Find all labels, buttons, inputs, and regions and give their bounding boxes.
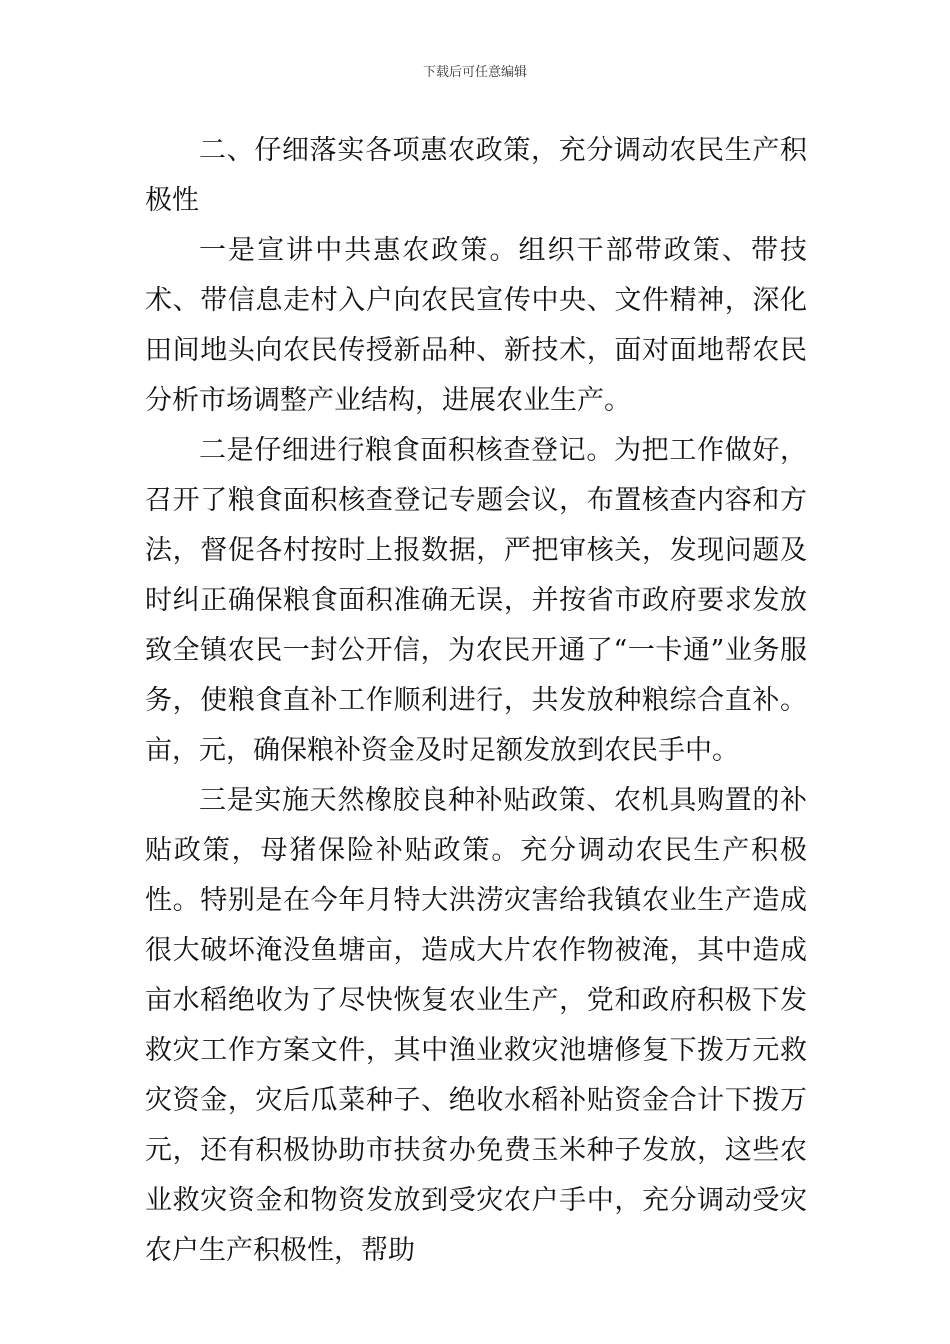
section-heading: 二、仔细落实各项惠农政策，充分调动农民生产积极性 (145, 135, 807, 216)
page-header-note: 下载后可任意编辑 (422, 65, 527, 80)
paragraph-2: 二是仔细进行粮食面积核查登记。为把工作做好，召开了粮食面积核查登记专题会议，布置核查内容和方法，督促各村按时上报数据，严把审核关，发现问题及时纠正确保粮食面积准确无误，并按省市政府要求发放致全镇农民一封公开信，为农民开通了“一卡通”业务服务，使粮食直补工作顺利进行，共发放种粮综合直补。亩，元，确保粮补资金及时足额发放到农民手中。 (145, 435, 807, 766)
document-body (145, 126, 807, 1276)
paragraph-3: 三是实施天然橡胶良种补贴政策、农机具购置的补贴政策，母猪保险补贴政策。充分调动农民生产积极性。特别是在今年月特大洪涝灾害给我镇农业生产造成很大破坏淹没鱼塘亩，造成大片农作物被淹，其中造成亩水稻绝收为了尽快恢复农业生产，党和政府积极下发救灾工作方案文件，其中渔业救灾池塘修复下拨万元救灾资金，灾后瓜菜种子、绝收水稻补贴资金合计下拨万元，还有积极协助市扶贫办免费玉米种子发放，这些农业救灾资金和物资发放到受灾农户手中，充分调动受灾农户生产积极性，帮助 (145, 785, 807, 1266)
paragraph-1: 一是宣讲中共惠农政策。组织干部带政策、带技术、带信息走村入户向农民宣传中央、文件精神，深化田间地头向农民传授新品种、新技术，面对面地帮农民分析市场调整产业结构，进展农业生产。 (145, 235, 807, 416)
